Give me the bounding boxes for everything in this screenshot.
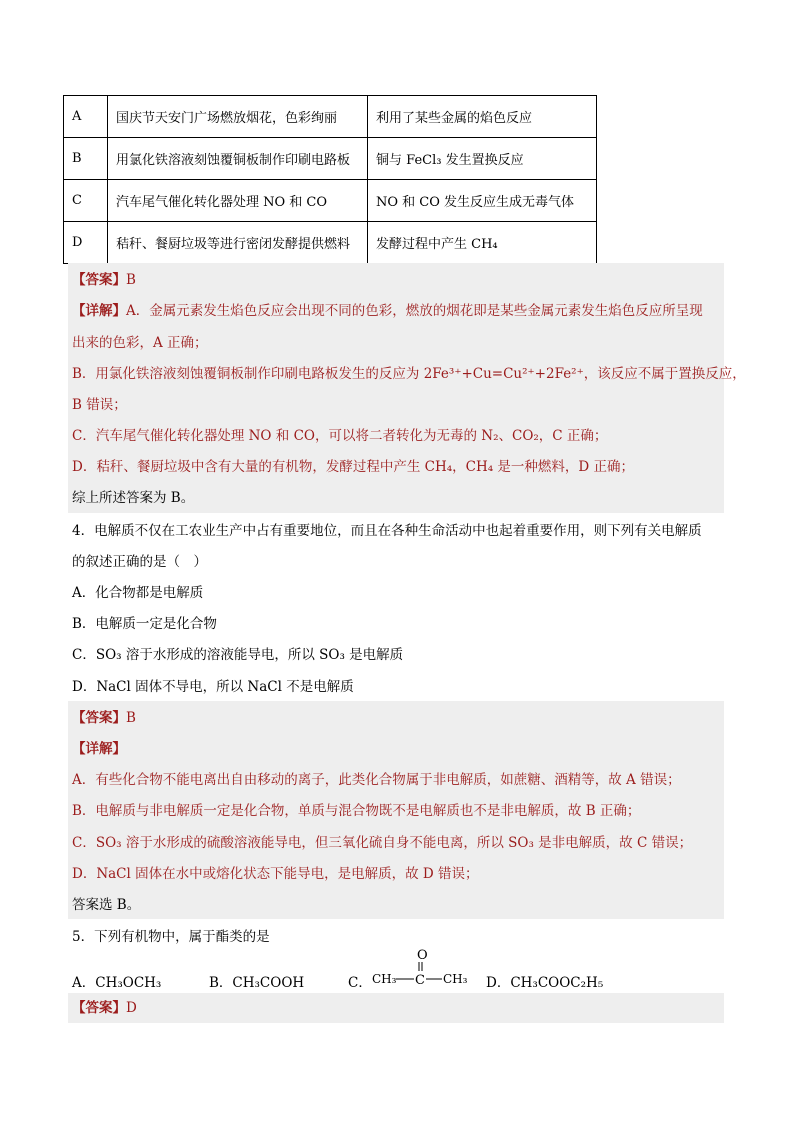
detail-text: A．金属元素发生焰色反应会出现不同的色彩，燃放的烟花即是某些金属元素发生焰色反应所呈现 (126, 303, 703, 319)
q4-detail-c: C．SO₃ 溶于水形成的硫酸溶液能导电，但三氧化硫自身不能电离，所以 SO₃ 是非电解质，故 C 错误； (72, 835, 693, 851)
q5-option-c-label: C． (348, 975, 372, 991)
q5-option-c-structure (372, 947, 472, 991)
q4-option-a: A．化合物都是电解质 (72, 585, 204, 601)
q5-option-b: B．CH₃COOH (209, 975, 305, 991)
q4-answer-line (72, 708, 136, 728)
q4-stem-line1: 4．电解质不仅在工农业生产中占有重要地位，而且在各种生命活动中也起着重要作用，则下列有关电解质 (72, 523, 702, 539)
q4-detail-b: B．电解质与非电解质一定是化合物，单质与混合物既不是电解质也不是非电解质，故 B 正确； (72, 803, 641, 819)
q5-stem: 5．下列有机物中，属于酯类的是 (72, 929, 270, 945)
table-row (64, 180, 597, 222)
row-content: 用氯化铁溶液刻蚀覆铜板制作印刷电路板 (108, 138, 368, 180)
answer-value: B (126, 710, 136, 726)
answer-value: B (126, 272, 136, 288)
row-reason: 发酵过程中产生 CH₄ (368, 222, 597, 264)
q4-stem-line2: 的叙述正确的是（ ） (72, 554, 207, 570)
q5-option-d: D．CH₃COOC₂H₅ (486, 975, 604, 991)
q3-detail-a-line2: 出来的色彩，A 正确； (72, 335, 208, 351)
methyl-left: CH₃ (372, 972, 397, 986)
answer-tag: 【答案】 (72, 1000, 126, 1016)
answer-tag: 【答案】 (72, 272, 126, 288)
row-content: 汽车尾气催化转化器处理 NO 和 CO (108, 180, 368, 222)
table-row (64, 138, 597, 180)
q3-detail-b-line1: B．用氯化铁溶液刻蚀覆铜板制作印刷电路板发生的反应为 2Fe³⁺+Cu=Cu²⁺+2Fe²⁺，该反应不属于置换反应， (72, 366, 746, 382)
row-label: A (64, 96, 108, 138)
row-reason: 铜与 FeCl₃ 发生置换反应 (368, 138, 597, 180)
table-row (64, 96, 597, 138)
q4-detail-a: A．有些化合物不能电离出自由移动的离子，此类化合物属于非电解质，如蔗糖、酒精等，故 A 错误； (72, 772, 681, 788)
q3-detail-d: D．秸秆、餐厨垃圾中含有大量的有机物，发酵过程中产生 CH₄，CH₄ 是一种燃料，D 正确； (72, 459, 635, 475)
row-content: 国庆节天安门广场燃放烟花，色彩绚丽 (108, 96, 368, 138)
methyl-right: CH₃ (443, 972, 468, 986)
q3-summary: 综上所述答案为 B。 (72, 490, 195, 506)
detail-tag: 【详解】 (72, 303, 126, 319)
options-table (63, 95, 597, 264)
q4-option-d: D．NaCl 固体不导电，所以 NaCl 不是电解质 (72, 679, 354, 695)
row-label: C (64, 180, 108, 222)
row-label: B (64, 138, 108, 180)
q4-option-c: C．SO₃ 溶于水形成的溶液能导电，所以 SO₃ 是电解质 (72, 647, 404, 663)
q3-detail-b-line2: B 错误； (72, 397, 127, 413)
q3-answer-line (72, 270, 136, 290)
answer-value: D (126, 1000, 137, 1016)
row-content: 秸秆、餐厨垃圾等进行密闭发酵提供燃料 (108, 222, 368, 264)
q3-detail-c: C．汽车尾气催化转化器处理 NO 和 CO，可以将二者转化为无毒的 N₂、CO₂，C 正确； (72, 428, 608, 444)
q4-summary: 答案选 B。 (72, 897, 141, 913)
answer-tag: 【答案】 (72, 710, 126, 726)
q4-option-b: B．电解质一定是化合物 (72, 616, 217, 632)
q4-detail-d: D．NaCl 固体在水中或熔化状态下能导电，是电解质，故 D 错误； (72, 866, 479, 882)
q5-answer-line (72, 998, 137, 1018)
row-reason: NO 和 CO 发生反应生成无毒气体 (368, 180, 597, 222)
row-reason: 利用了某些金属的焰色反应 (368, 96, 597, 138)
q5-option-a: A．CH₃OCH₃ (72, 975, 162, 991)
carbon-label: C (415, 973, 425, 988)
table-row (64, 222, 597, 264)
q5-answer-background (68, 993, 724, 1023)
row-label: D (64, 222, 108, 264)
q3-detail-a-line1 (72, 301, 703, 321)
oxygen-label: O (417, 948, 428, 963)
q4-detail-tag: 【详解】 (72, 741, 126, 757)
